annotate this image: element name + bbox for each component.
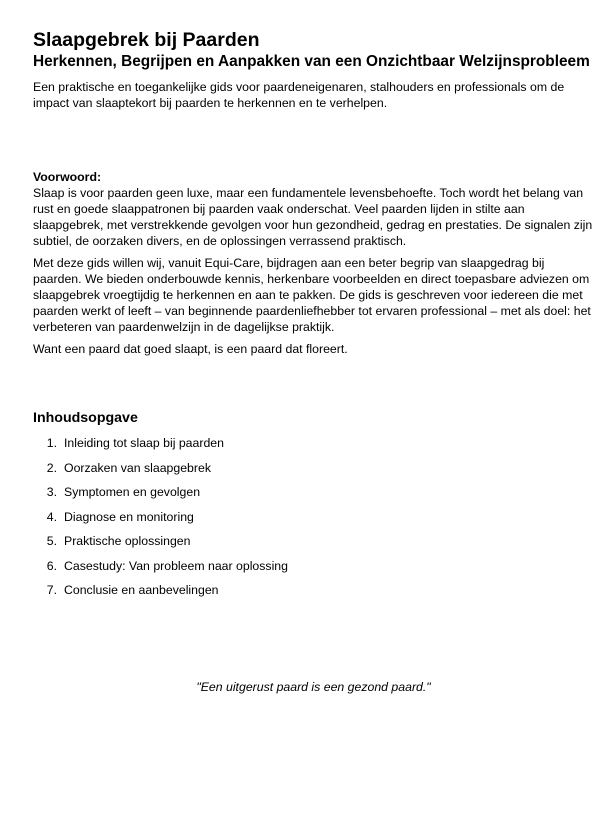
foreword-paragraph: Want een paard dat goed slaapt, is een paard dat floreert.	[33, 342, 348, 356]
toc-item	[33, 533, 288, 558]
toc-label: Conclusie en aanbevelingen	[64, 583, 219, 597]
document-title: Slaapgebrek bij Paarden	[33, 29, 260, 51]
intro-paragraph: Een praktische en toegankelijke gids voor paardeneigenaren, stalhouders en professionals om de impact van slaaptekort bij paarden te herkennen en te verhelpen.	[33, 80, 565, 110]
toc-label: Inleiding tot slaap bij paarden	[64, 436, 224, 450]
toc-label: Casestudy: Van probleem naar oplossing	[64, 558, 288, 573]
closing-quote: "Een uitgerust paard is een gezond paard."	[196, 680, 431, 694]
toc-item	[33, 558, 288, 583]
toc-list	[33, 435, 288, 607]
toc-item	[33, 435, 288, 460]
toc-label: Oorzaken van slaapgebrek	[64, 460, 211, 475]
foreword-label: Voorwoord:	[33, 170, 102, 184]
toc-label: Diagnose en monitoring	[64, 509, 194, 524]
toc-number: 6.	[46, 558, 57, 573]
toc-number: 1.	[46, 436, 57, 450]
toc-number: 4.	[46, 509, 57, 524]
toc-item	[33, 484, 288, 509]
toc-number: 7.	[46, 583, 57, 597]
toc-number: 2.	[46, 460, 57, 475]
toc-label: Symptomen en gevolgen	[64, 485, 201, 499]
foreword-paragraph	[33, 169, 593, 249]
toc-item	[33, 509, 288, 534]
toc-label: Praktische oplossingen	[64, 534, 191, 548]
document-subtitle: Herkennen, Begrijpen en Aanpakken van een Onzichtbaar Welzijnsprobleem	[33, 53, 590, 70]
foreword-section	[33, 169, 593, 363]
toc-number: 5.	[46, 534, 57, 548]
foreword-text: Slaap is voor paarden geen luxe, maar een fundamentele levensbehoefte. Toch wordt het belang van rust en goede slaappatronen bij paarden vaak onderschat. Veel paarden lijden in stilte aan slaapgebrek, met verstrekkende gevolgen voor hun gezondheid, gedrag en prestaties. De signalen zijn subtiel, de oorzaken divers, en de oplossingen verrassend praktisch.	[33, 186, 593, 248]
toc-number: 3.	[46, 485, 57, 499]
toc-item	[33, 582, 288, 607]
toc-item	[33, 460, 288, 485]
toc-heading: Inhoudsopgave	[33, 410, 138, 426]
foreword-paragraph: Met deze gids willen wij, vanuit Equi-Care, bijdragen aan een beter begrip van slaapgedrag bij paarden. We bieden onderbouwde kennis, herkenbare voorbeelden en direct toepasbare adviezen om slaapgebrek vroegtijdig te herkennen en aan te pakken. De gids is geschreven voor iedereen die met paarden werkt of leeft – van beginnende paardenliefhebber tot ervaren professional – met als doel: het verbeteren van paardenwelzijn in de dagelijkse praktijk.	[33, 256, 591, 334]
